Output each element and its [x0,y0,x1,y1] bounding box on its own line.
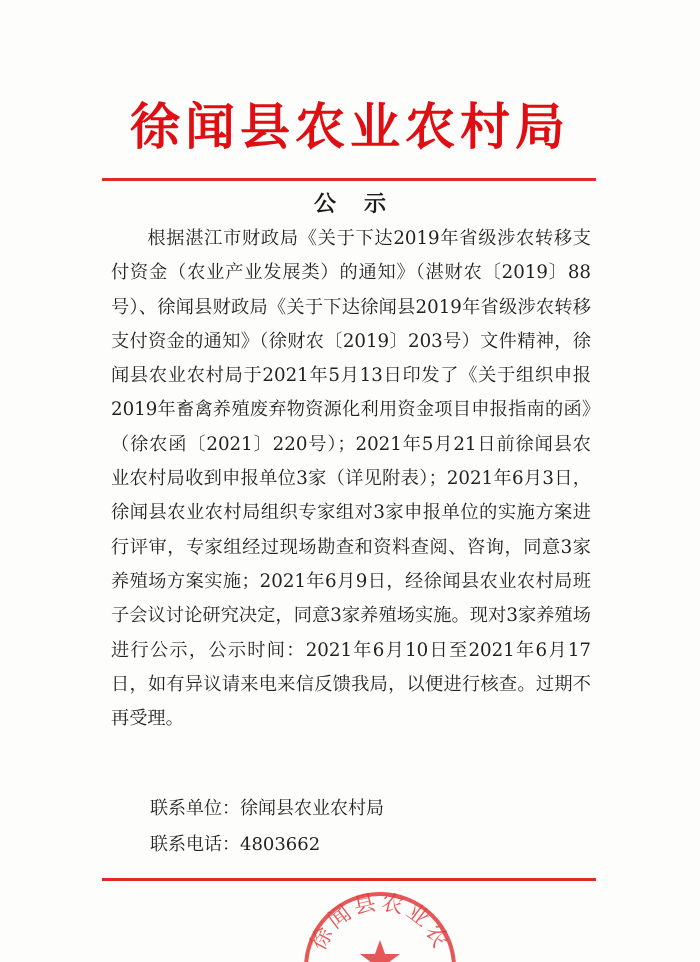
header-red-rule [102,178,596,181]
contact-unit: 联系单位：徐闻县农业农村局 [150,798,384,819]
contact-phone: 联系电话：4803662 [150,834,321,855]
notice-body-paragraph: 根据湛江市财政局《关于下达2019年省级涉农转移支付资金（农业产业发展类）的通知》（湛财农〔2019〕88号）、徐闻县财政局《关于下达徐闻县2019年省级涉农转移支付资金的通知》（徐财农〔2019〕203号）文件精神，徐闻县农业农村局于2021年5月13日印发了《关于组织申报2019年畜禽养殖废弃物资源化利用资金项目申报指南的函》（徐农函〔2021〕220号）；2021年5月21日前徐闻县农业农村局收到申报单位3家（详见附表）；2021年6月3日，徐闻县农业农村局组织专家组对3家申报单位的实施方案进行评审，专家组经过现场勘查和资料查阅、咨询，同意3家养殖场方案实施；2021年6月9日，经徐闻县农业农村局班子会议讨论研究决定，同意3家养殖场实施。现对3家养殖场进行公示，公示时间：2021年6月10日至2021年6月17日，如有异议请来电来信反馈我局，以便进行核查。过期不再受理。 [111,228,591,730]
notice-heading: 公示 [313,192,414,217]
footer-red-rule [102,878,596,881]
seal-star-icon [360,940,400,962]
seal-arc-text: 徐闻县农业农 [306,890,454,955]
official-seal-stamp [300,888,460,962]
issuing-organization-title: 徐闻县农业农村局 [130,97,570,156]
